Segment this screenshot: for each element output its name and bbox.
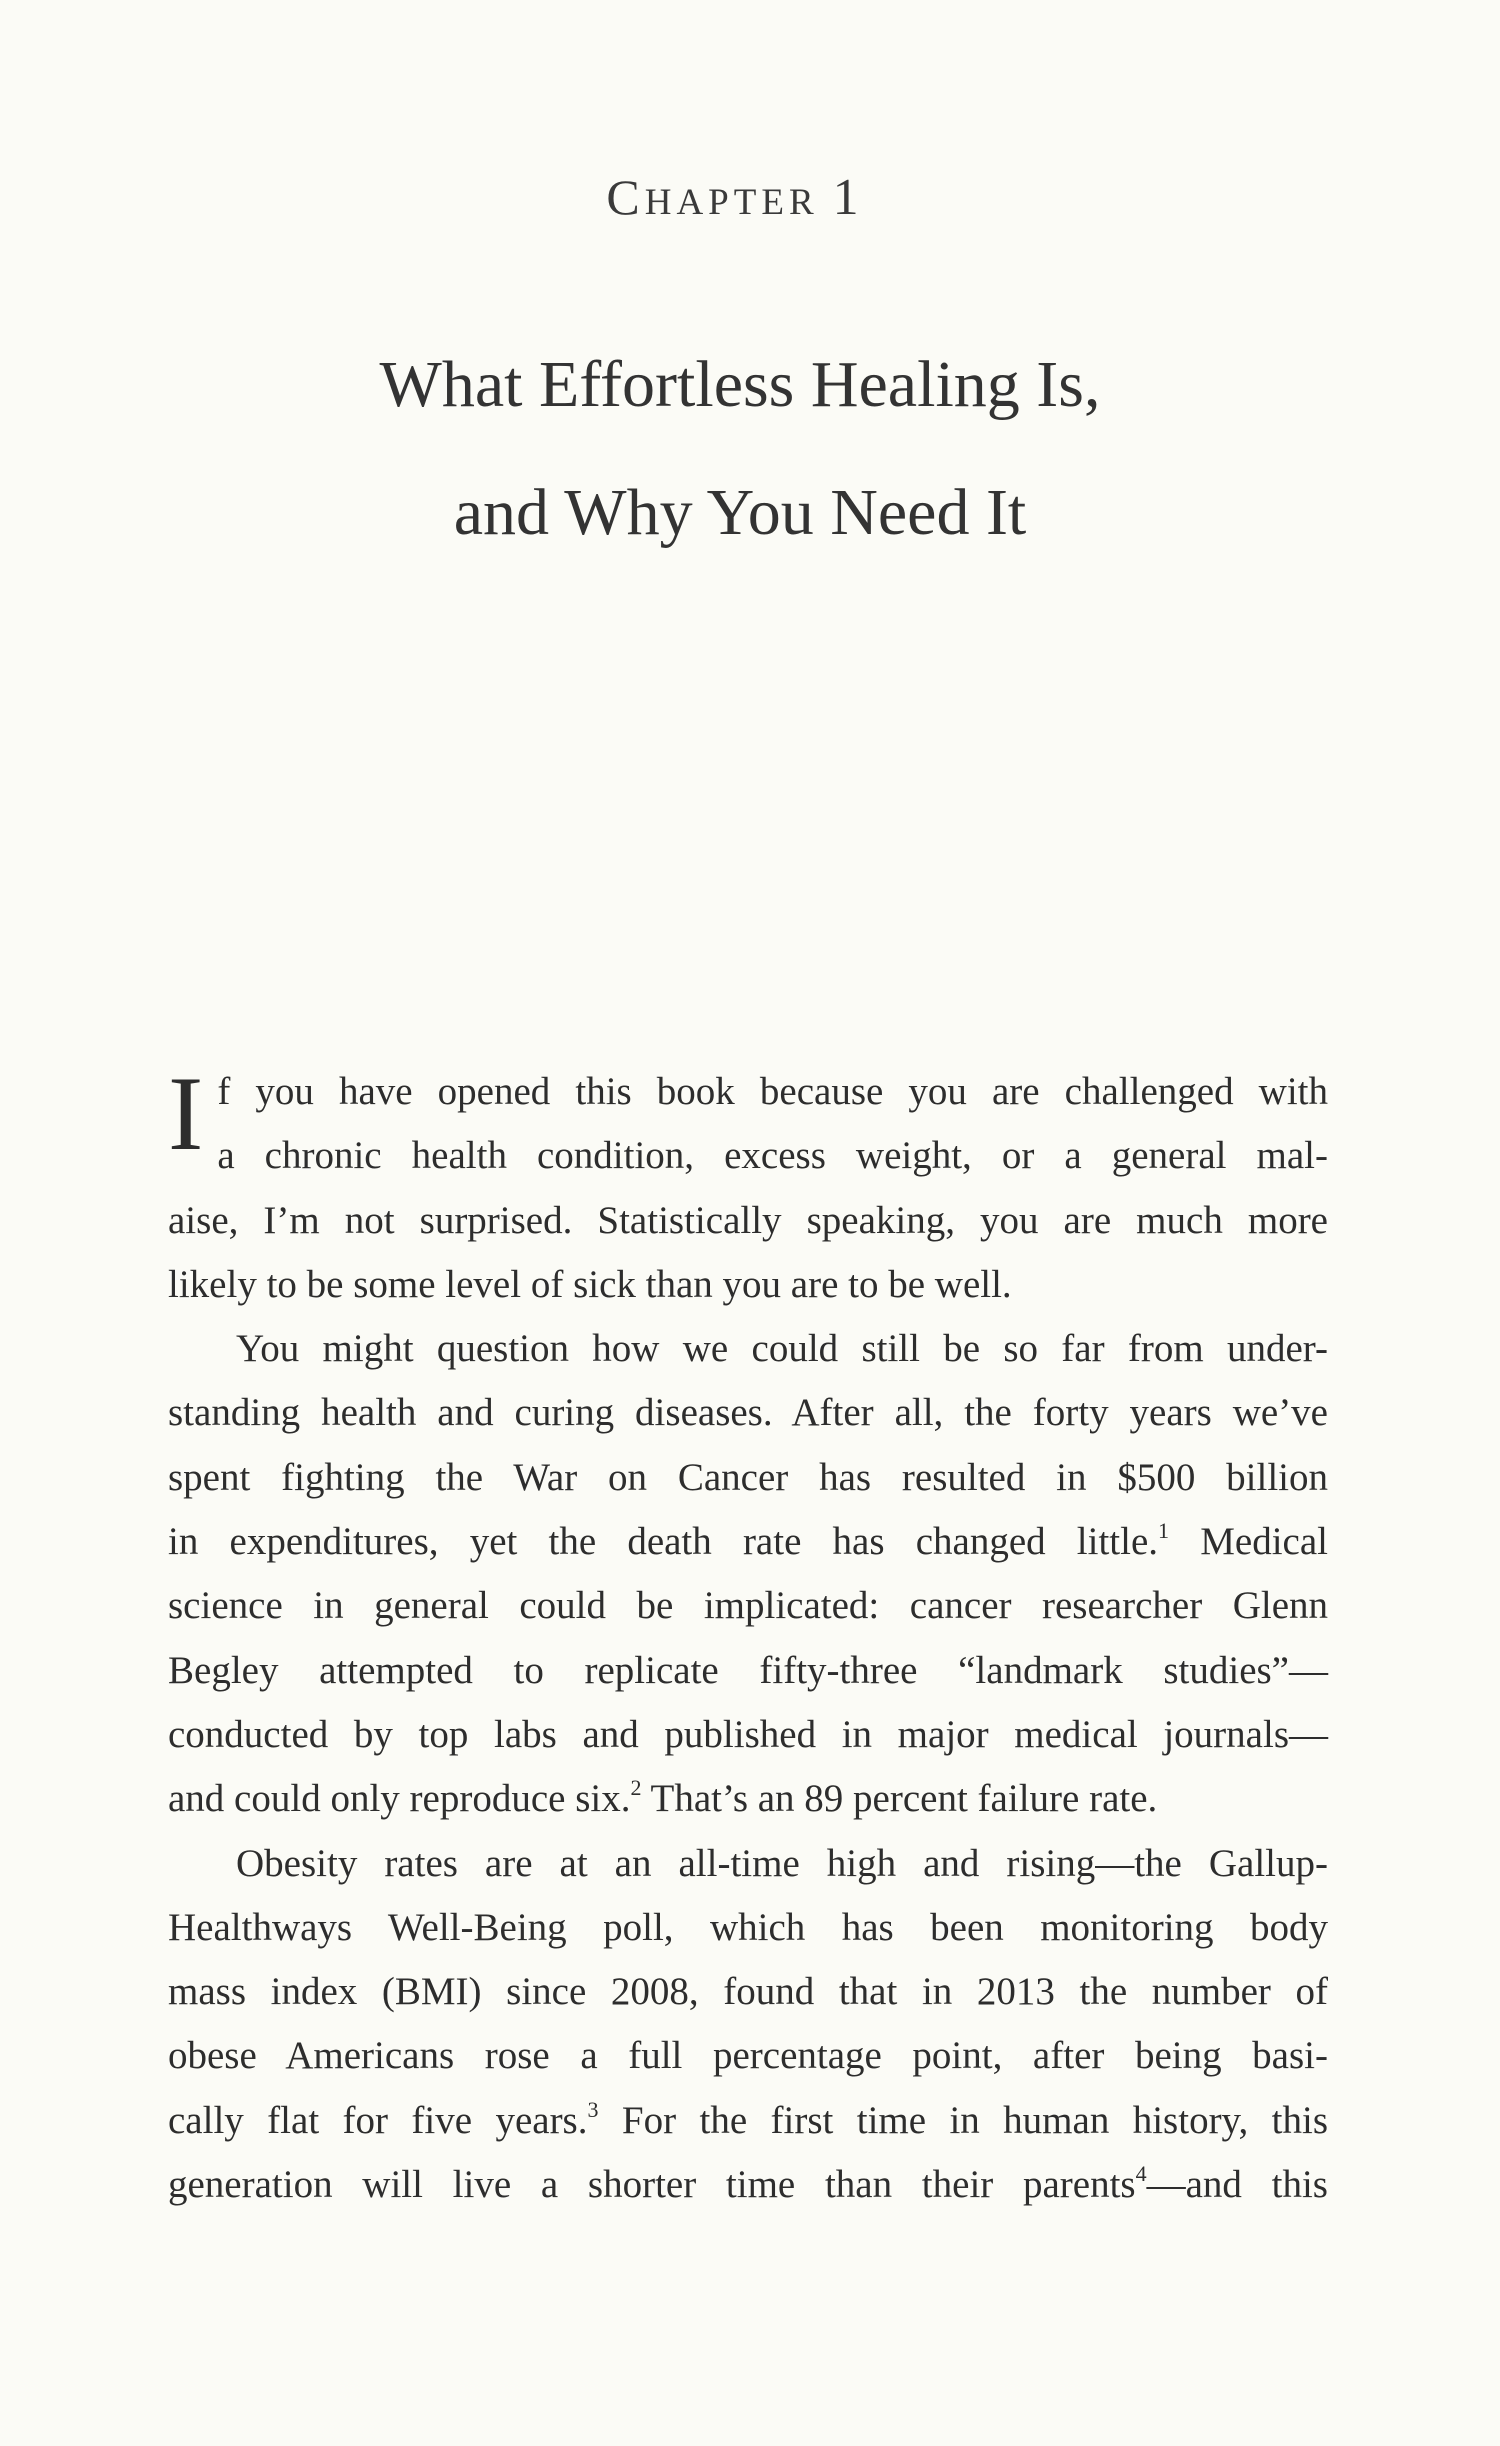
text-line: science in general could be implicated: cancer researcher Glenn xyxy=(168,1584,1328,1628)
chapter-label-initial: C xyxy=(606,169,645,225)
footnote-ref: 3 xyxy=(587,2096,599,2122)
text-segment: For the first time in human history, this xyxy=(621,2098,1329,2142)
text-line: obese Americans rose a full percentage point, after being basi- xyxy=(168,2034,1328,2078)
text-line: conducted by top labs and published in major medical journals— xyxy=(168,1712,1328,1756)
paragraph-2 xyxy=(168,1317,1328,1831)
text-line: a chronic health condition, excess weight, or a general mal- xyxy=(217,1134,1328,1178)
text-line: spent fighting the War on Cancer has resulted in $500 billion xyxy=(168,1455,1328,1499)
text-line: f you have opened this book because you are challenged with xyxy=(217,1070,1328,1113)
footnote-ref: 2 xyxy=(630,1775,642,1801)
drop-cap: I xyxy=(168,1055,204,1172)
text-line: Healthways Well-Being poll, which has been monitoring body xyxy=(168,1905,1328,1949)
text-line: aise, I’m not surprised. Statistically speaking, you are much more xyxy=(168,1198,1328,1242)
text-segment: and could only reproduce six. xyxy=(168,1777,631,1821)
text-line: standing health and curing diseases. After all, the forty years we’ve xyxy=(168,1391,1328,1435)
text-segment: cally flat for five years. xyxy=(168,2098,588,2142)
chapter-number: 1 xyxy=(832,169,864,226)
text-line: mass index (BMI) since 2008, found that in 2013 the number of xyxy=(168,1970,1328,2014)
text-line: likely to be some level of sick than you are to be well. xyxy=(168,1262,1012,1306)
chapter-title-line-1: What Effortless Healing Is, xyxy=(379,348,1101,421)
body-text xyxy=(168,1055,1329,2217)
footnote-ref: 4 xyxy=(1135,2161,1147,2187)
text-segment: That’s an 89 percent failure rate. xyxy=(650,1777,1158,1821)
text-line xyxy=(168,1510,1328,1574)
text-segment: Medical xyxy=(1200,1520,1328,1564)
footnote-ref: 1 xyxy=(1158,1518,1170,1544)
paragraph-1 xyxy=(168,1055,1328,1317)
chapter-label xyxy=(0,168,1470,227)
text-line: Begley attempted to replicate fifty-three “landmark studies”— xyxy=(168,1648,1328,1692)
text-line xyxy=(168,2089,1328,2153)
text-line: Obesity rates are at an all-time high and rising—the Gallup- xyxy=(236,1841,1328,1885)
text-segment: in expenditures, yet the death rate has changed little. xyxy=(168,1520,1159,1564)
text-segment: generation will live a shorter time than their parents xyxy=(168,2163,1136,2207)
text-line: You might question how we could still be so far from under- xyxy=(236,1327,1328,1371)
chapter-title-line-2: and Why You Need It xyxy=(453,476,1027,549)
chapter-label-word: HAPTER xyxy=(644,182,819,223)
text-segment: —and this xyxy=(1146,2163,1328,2207)
text-line xyxy=(168,1767,1328,1831)
text-line xyxy=(168,2153,1328,2217)
paragraph-3 xyxy=(168,1832,1328,2218)
